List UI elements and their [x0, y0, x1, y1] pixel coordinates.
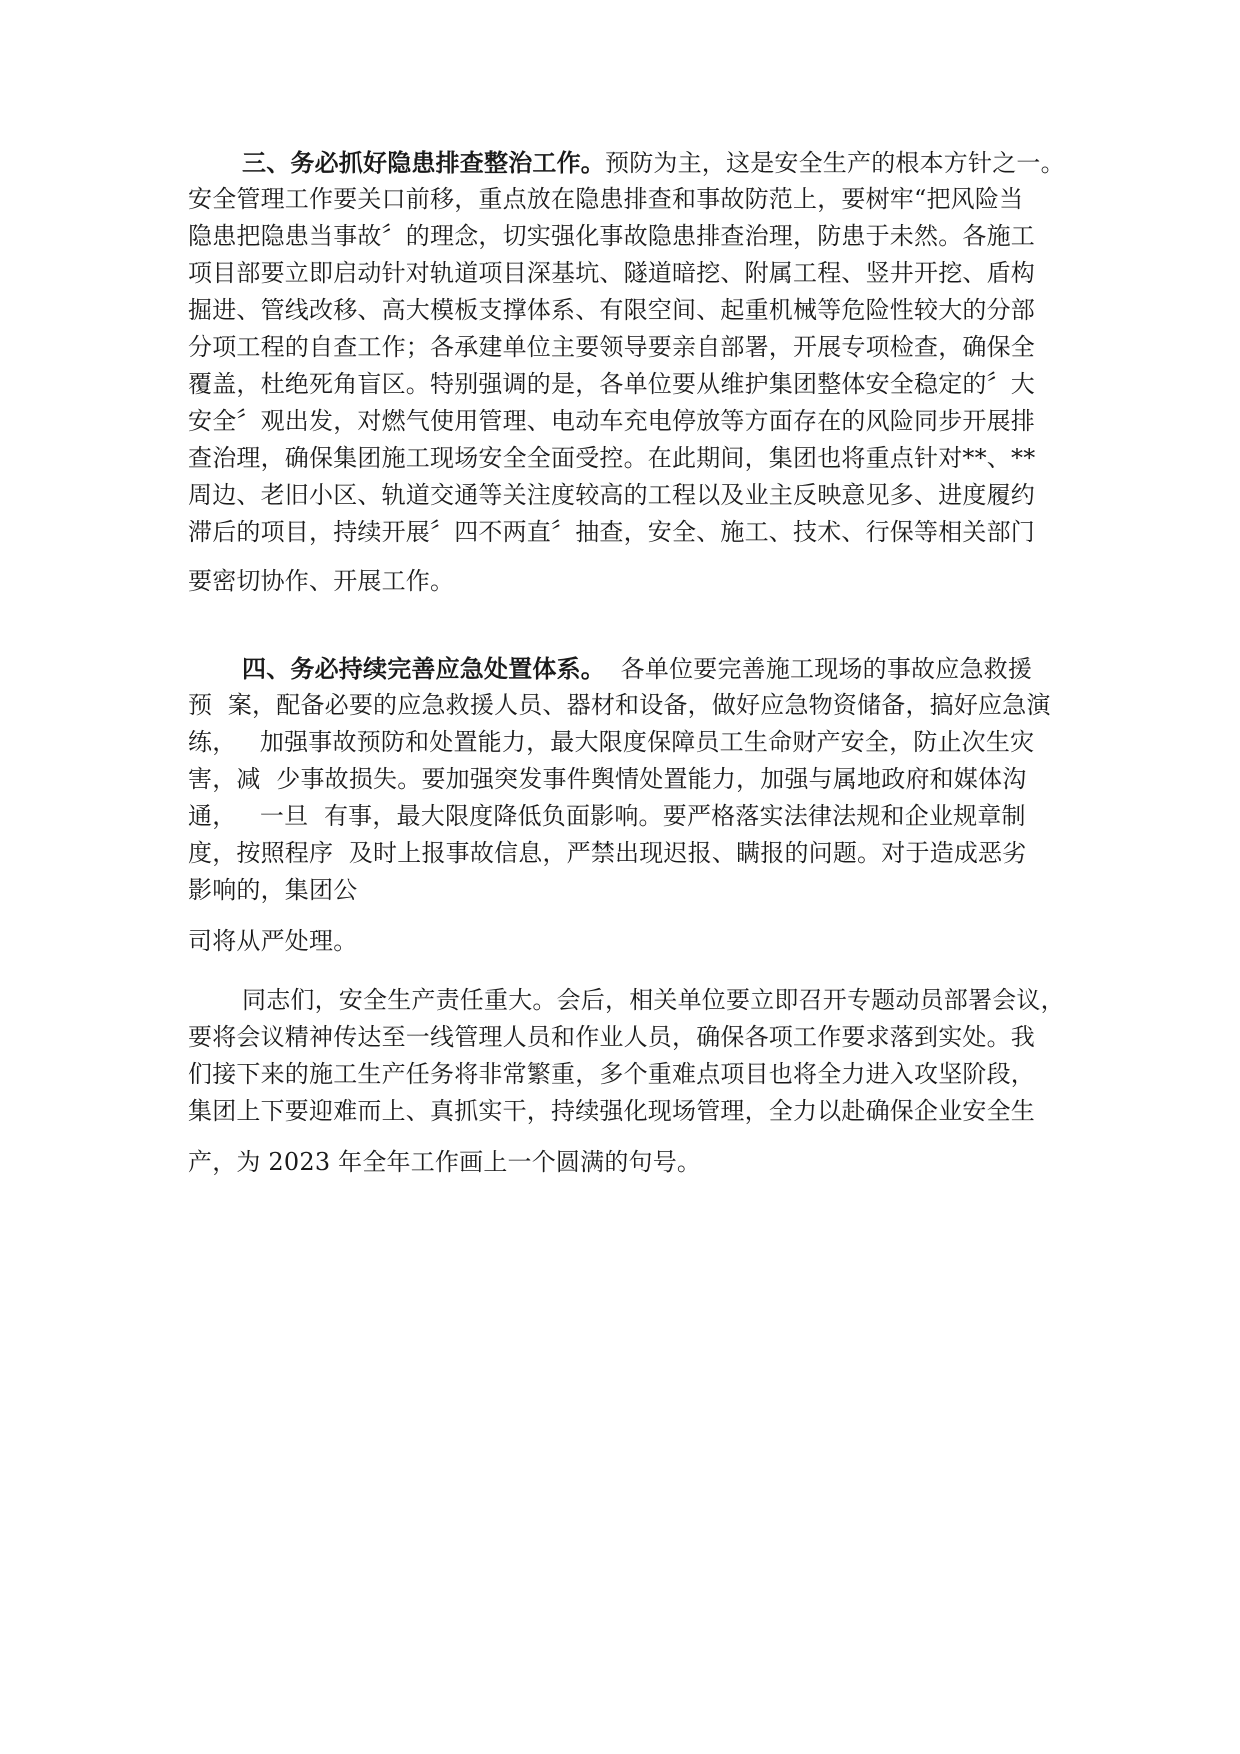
closing-line: 们接下来的施工生产任务将非常繁重，多个重难点项目也将全力进入攻坚阶段，	[188, 1060, 1035, 1088]
closing-paragraph	[188, 982, 1065, 1181]
section-3-heading: 三、务必抓好隐患排查整治工作。	[242, 148, 605, 177]
closing-line: 产，为 2023 年全年工作画上一个圆满的句号。	[188, 1148, 702, 1176]
section-3	[188, 144, 1065, 600]
section-4-line: 司将从严处理。	[188, 927, 358, 955]
section-3-first-line	[188, 144, 1065, 181]
closing-line: 要将会议精神传达至一线管理人员和作业人员，确保各项工作要求落到实处。我	[188, 1023, 1035, 1051]
section-3-line: 查治理，确保集团施工现场安全全面受控。在此期间，集团也将重点针对**、**	[188, 444, 1036, 472]
section-3-line: 项目部要立即启动针对轨道项目深基坑、隧道暗挖、附属工程、竖井开挖、盾构	[188, 259, 1035, 287]
section-3-line: 周边、老旧小区、轨道交通等关注度较高的工程以及业主反映意见多、进度履约	[188, 481, 1035, 509]
section-4-line: 害，减 少事故损失。要加强突发事件舆情处置能力，加强与属地政府和媒体沟	[188, 765, 1027, 793]
section-3-line: 隐患把隐患当事故〞的理念，切实强化事故隐患排查治理，防患于未然。各施工	[188, 222, 1035, 250]
section-3-line: 安全管理工作要关口前移，重点放在隐患排查和事故防范上，要树牢“把风险当	[188, 185, 1024, 213]
section-4	[188, 650, 1058, 960]
section-4-line: 各单位要完善施工现场的事故应急救援	[605, 655, 1033, 683]
closing-line: 集团上下要迎难而上、真抓实干，持续强化现场管理，全力以赴确保企业安全生	[188, 1097, 1035, 1125]
section-4-line: 度，按照程序 及时上报事故信息，严禁出现迟报、瞒报的问题。对于造成恶劣	[188, 839, 1027, 867]
closing-line: 同志们，安全生产责任重大。会后，相关单位要立即召开专题动员部署会议，	[242, 986, 1065, 1014]
section-3-line: 预防为主，这是安全生产的根本方针之一。	[605, 149, 1065, 177]
section-3-line: 滞后的项目，持续开展〞四不两直〞抽查，安全、施工、技术、行保等相关部门	[188, 518, 1035, 546]
section-4-line: 预 案，配备必要的应急救援人员、器材和设备，做好应急物资储备，搞好应急演	[188, 691, 1051, 719]
section-3-line: 掘进、管线改移、高大模板支撑体系、有限空间、起重机械等危险性较大的分部	[188, 296, 1035, 324]
section-4-line: 练， 加强事故预防和处置能力，最大限度保障员工生命财产安全，防止次生灾	[188, 728, 1035, 756]
section-3-line: 分项工程的自查工作；各承建单位主要领导要亲自部署，开展专项检查，确保全	[188, 333, 1035, 361]
section-4-line: 影响的，集团公	[188, 876, 358, 904]
section-4-first-line	[188, 650, 1058, 687]
section-3-line: 要密切协作、开展工作。	[188, 567, 455, 595]
section-4-heading: 四、务必持续完善应急处置体系。	[242, 654, 605, 683]
section-3-line: 覆盖，杜绝死角盲区。特别强调的是，各单位要从维护集团整体安全稳定的〞大	[188, 370, 1035, 398]
section-3-line: 安全〞观出发，对燃气使用管理、电动车充电停放等方面存在的风险同步开展排	[188, 407, 1035, 435]
section-4-line: 通， 一旦 有事，最大限度降低负面影响。要严格落实法律法规和企业规章制	[188, 802, 1026, 830]
